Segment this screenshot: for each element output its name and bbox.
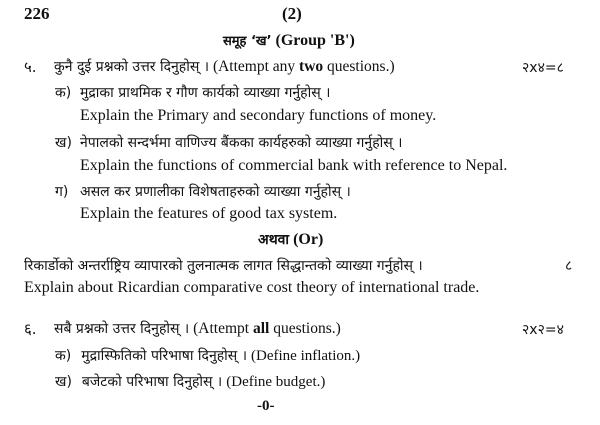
q6-item-a-en: (Define inflation.) xyxy=(251,348,361,364)
q6-item-a-label: क) xyxy=(55,348,72,364)
q5-instruction xyxy=(54,57,395,76)
q5-instruction-en-pre: (Attempt any xyxy=(212,58,300,75)
q6-instruction-en-post: questions.) xyxy=(269,320,341,337)
q5-instruction-en-post: questions.) xyxy=(323,58,395,75)
group-label-en: (Group 'B') xyxy=(275,32,355,49)
q5-item-c-dev: असल कर प्रणालीका विशेषताहरुको व्याख्या गर्नुहोस् । xyxy=(80,184,351,200)
q5-item-c-en: Explain the features of good tax system. xyxy=(80,205,338,222)
q6-item-b-en: (Define budget.) xyxy=(226,374,326,390)
q5-item-c-label: ग) xyxy=(55,184,69,200)
page-number: (2) xyxy=(282,4,302,23)
q5-item-b-en: Explain the functions of commercial bank with reference to Nepal. xyxy=(80,157,508,174)
q5-item-b-dev: नेपालको सन्दर्भमा वाणिज्य बैंकका कार्यहरुको व्याख्या गर्नुहोस् । xyxy=(80,135,403,151)
q6-item-b-label: ख) xyxy=(55,374,72,390)
q5-item-a-dev: मुद्राका प्राथमिक र गौण कार्यको व्याख्या गर्नुहोस् । xyxy=(80,85,331,101)
q5-instruction-en-bold: two xyxy=(299,58,324,75)
page-code: 226 xyxy=(24,4,50,23)
q6-number: ६. xyxy=(24,320,37,338)
q5-item-b-label: ख) xyxy=(55,135,72,151)
q5-number: ५. xyxy=(24,58,37,76)
or-question-dev: रिकार्डोको अन्तर्राष्ट्रिय व्यापारको तुलनात्मक लागत सिद्धान्तको व्याख्या गर्नुहोस् । xyxy=(24,258,423,274)
q6-instruction-dev: सबै प्रश्नको उत्तर दिनुहोस् । xyxy=(54,321,190,337)
group-heading xyxy=(223,31,355,50)
q6-instruction xyxy=(54,319,341,338)
q5-marks: २x४=८ xyxy=(522,60,564,76)
q6-item-b xyxy=(55,372,325,391)
q6-marks: २x२=४ xyxy=(522,322,564,338)
q6-item-a-dev: मुद्रास्फितिको परिभाषा दिनुहोस् । xyxy=(81,348,248,364)
q5-instruction-dev: कुनै दुई प्रश्नको उत्तर दिनुहोस् । xyxy=(54,59,210,75)
q6-instruction-en-pre: (Attempt xyxy=(193,320,253,337)
q6-item-a xyxy=(55,346,360,365)
q5-item-a-en: Explain the Primary and secondary functions of money. xyxy=(80,107,437,124)
or-marks: ८ xyxy=(565,258,573,274)
q5-item-a-label: क) xyxy=(55,85,72,101)
or-question-en: Explain about Ricardian comparative cost theory of international trade. xyxy=(24,279,480,296)
end-mark: -0- xyxy=(257,398,275,414)
q6-item-b-dev: बजेटको परिभाषा दिनुहोस् । xyxy=(81,374,223,390)
or-heading xyxy=(258,230,323,249)
or-label-en: (Or) xyxy=(293,231,324,248)
group-label-dev: समूह ‘ख’ xyxy=(223,34,272,49)
q6-instruction-en-bold: all xyxy=(252,320,270,337)
or-label-dev: अथवा xyxy=(258,232,290,248)
